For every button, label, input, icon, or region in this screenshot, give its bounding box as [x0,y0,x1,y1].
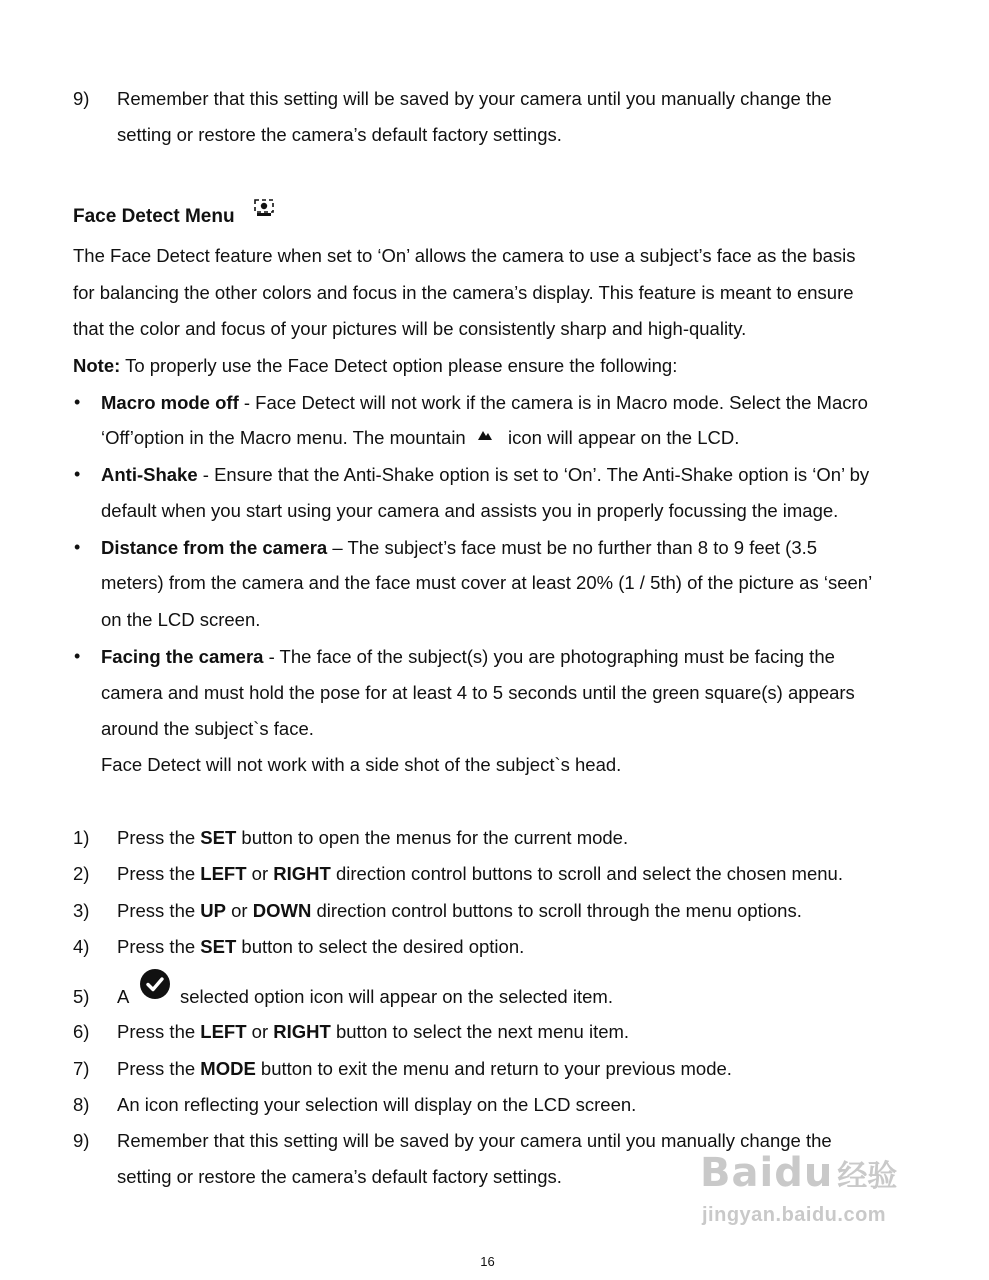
note-label: Note: [73,355,121,376]
bullet-dot: • [74,537,81,557]
watermark-brand: Bai [700,1150,775,1196]
step-6-text: Press the LEFT or RIGHT button to select the next menu item. [117,1021,630,1042]
watermark-cn: 经验 [837,1159,898,1194]
step-2-number: 2) [73,863,90,884]
bullet-facing-text: - The face of the subject(s) you are photographing must be facing the [263,646,835,667]
step-6-number: 6) [73,1021,90,1042]
step-4-number: 4) [73,936,90,957]
bullet-macro-line-2b: icon will appear on the LCD. [508,427,740,448]
bullet-facing-line-2: camera and must hold the pose for at least 4 to 5 seconds until the green square(s) appears [101,682,855,703]
bullet-distance-line-3: on the LCD screen. [101,609,261,630]
baidu-watermark [700,1150,898,1226]
step-5-text-rest: selected option icon will appear on the selected item. [180,986,613,1007]
bullet-macro-title: Macro mode off [101,392,239,413]
step-8-text: An icon reflecting your selection will display on the LCD screen. [117,1094,637,1115]
step-2-text: Press the LEFT or RIGHT direction control buttons to scroll and select the chosen menu. [117,863,843,884]
intro-line-1: The Face Detect feature when set to ‘On’ allows the camera to use a subject’s face as the basis [73,245,856,266]
bullet-facing-line-4: Face Detect will not work with a side shot of the subject`s head. [101,754,622,775]
bullet-dot: • [74,646,81,666]
intro-line-2: for balancing the other colors and focus in the camera’s display. This feature is meant to ensure [73,282,854,303]
step-9-line-2: setting or restore the camera’s default factory settings. [117,1166,562,1187]
bullet-macro-line-1 [101,392,868,414]
bullet-distance-text: – The subject’s face must be no further than 8 to 9 feet (3.5 [327,537,818,558]
step-3-text: Press the UP or DOWN direction control buttons to scroll through the menu options. [117,900,802,921]
bullet-macro-line-2 [101,427,739,450]
watermark-brand-2: du [774,1150,834,1196]
bullet-distance-line-1 [101,537,817,559]
bullet-distance-line-2: meters) from the camera and the face must cover at least 20% (1 / 5th) of the picture as ‘seen’ [101,572,873,593]
step-1-number: 1) [73,827,90,848]
top-item-number: 9) [73,88,90,109]
bullet-dot: • [74,464,81,484]
top-item-line-2: setting or restore the camera’s default factory settings. [117,124,562,145]
step-3-number: 3) [73,900,90,921]
bullet-shake-line-1 [101,464,869,486]
step-7-text: Press the MODE button to exit the menu and return to your previous mode. [117,1058,732,1079]
step-8-number: 8) [73,1094,90,1115]
watermark-url: jingyan.baidu.com [702,1204,887,1226]
bullet-facing-line-1 [101,646,835,668]
top-item-line-1: Remember that this setting will be saved by your camera until you manually change the [117,88,832,109]
bullet-distance-title: Distance from the camera [101,537,328,558]
step-5-number: 5) [73,986,90,1007]
section-title: Face Detect Menu [73,206,235,228]
step-9-number: 9) [73,1130,90,1151]
page-number: 16 [480,1254,495,1269]
face-detect-icon [254,199,274,223]
bullet-facing-line-3: around the subject`s face. [101,718,314,739]
step-4-text: Press the SET button to select the desired option. [117,936,525,957]
step-9-line-1: Remember that this setting will be saved by your camera until you manually change the [117,1130,832,1151]
intro-line-3: that the color and focus of your pictures will be consistently sharp and high-quality. [73,318,747,339]
bullet-facing-title: Facing the camera [101,646,264,667]
bullet-macro-line-2a: ‘Off’option in the Macro menu. The mountain [101,427,466,448]
note [73,355,677,377]
step-7-number: 7) [73,1058,90,1079]
bullet-macro-text: - Face Detect will not work if the camera is in Macro mode. Select the Macro [238,392,868,413]
bullet-shake-title: Anti-Shake [101,464,198,485]
note-text: To properly use the Face Detect option please ensure the following: [120,355,678,376]
bullet-dot: • [74,392,81,412]
step-1-text: Press the SET button to open the menus for the current mode. [117,827,629,848]
mountain-icon [477,424,493,446]
section-heading [73,205,274,229]
bullet-shake-line-2: default when you start using your camera and assists you in properly focussing the image. [101,500,839,521]
checkmark-icon [139,968,171,1005]
bullet-shake-text: - Ensure that the Anti-Shake option is set to ‘On’. The Anti-Shake option is ‘On’ by [197,464,870,485]
step-5-text: A [117,986,130,1007]
